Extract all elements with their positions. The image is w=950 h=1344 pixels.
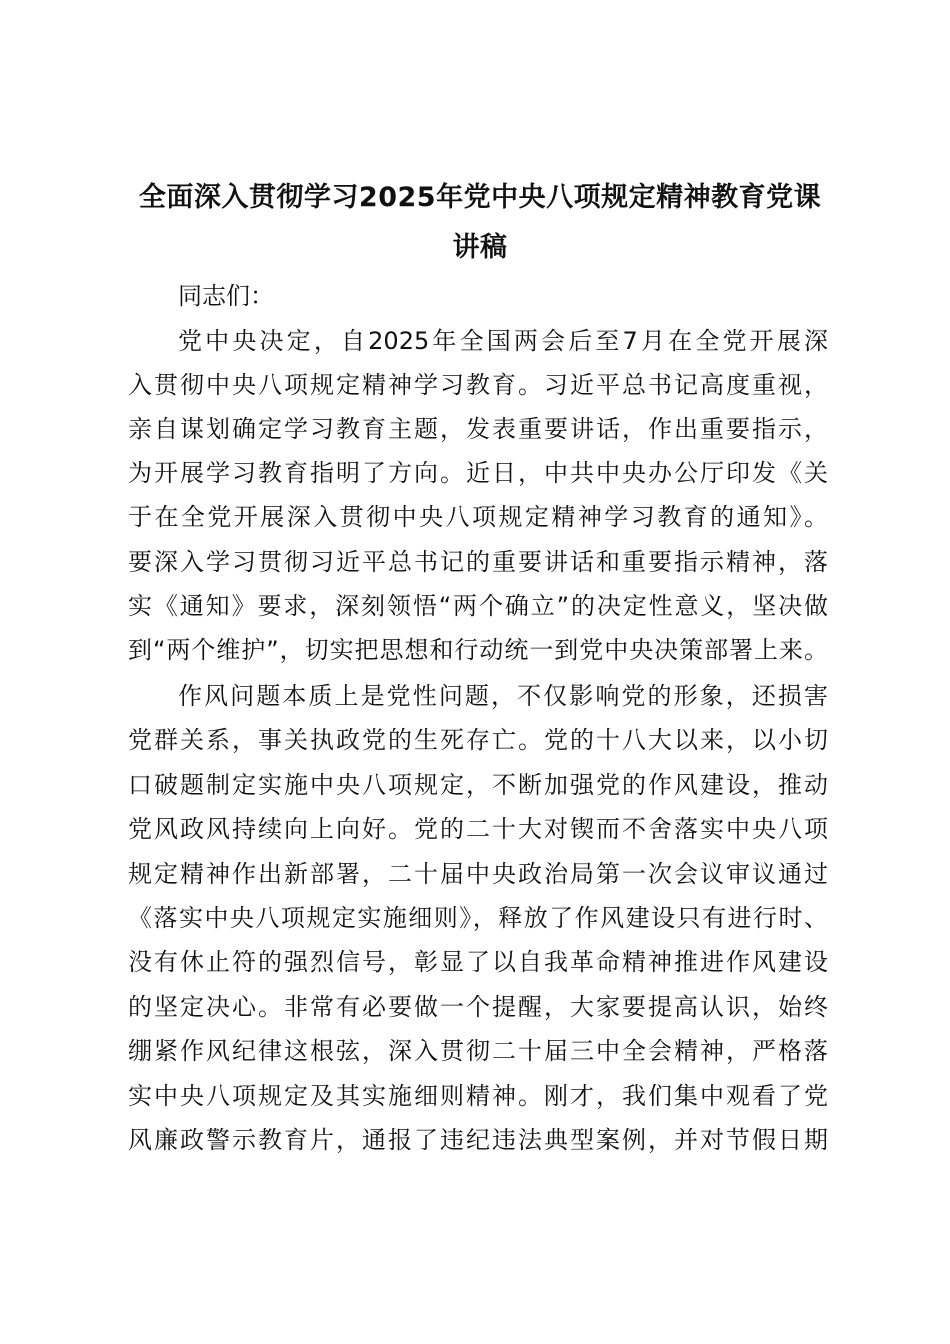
paragraph-1-line-4: 为开展学习教育指明了方向。近日，中共中央办公厅印发《关 (128, 459, 828, 487)
document-title-line-2: 讲稿 (452, 232, 508, 263)
paragraph-2-line-11: 风廉政警示教育片，通报了违纪违法典型案例，并对节假日期 (128, 1126, 828, 1154)
paragraph-2-line-10: 实中央八项规定及其实施细则精神。刚才，我们集中观看了党 (128, 1082, 828, 1110)
paragraph-2-line-4: 党风政风持续向上向好。党的二十大对锲而不舍落实中央八项 (128, 815, 828, 843)
paragraph-1-line-1: 党中央决定，自2025年全国两会后至7月在全党开展深 (178, 327, 828, 355)
paragraph-2-line-6: 《落实中央八项规定实施细则》，释放了作风建设只有进行时、 (128, 904, 828, 932)
paragraph-2-line-9: 绷紧作风纪律这根弦，深入贯彻二十届三中全会精神，严格落 (128, 1037, 828, 1065)
paragraph-1-line-6: 要深入学习贯彻习近平总书记的重要讲话和重要指示精神，落 (128, 548, 828, 576)
paragraph-1-line-3: 亲自谋划确定学习教育主题，发表重要讲话，作出重要指示， (128, 415, 828, 443)
paragraph-2-line-2: 党群关系，事关执政党的生死存亡。党的十八大以来，以小切 (128, 726, 828, 754)
paragraph-2-line-5: 规定精神作出新部署，二十届中央政治局第一次会议审议通过 (128, 860, 828, 888)
paragraph-2-line-8: 的坚定决心。非常有必要做一个提醒，大家要提高认识，始终 (128, 993, 828, 1021)
paragraph-2-line-3: 口破题制定实施中央八项规定，不断加强党的作风建设，推动 (128, 771, 828, 799)
paragraph-2-line-7: 没有休止符的强烈信号，彰显了以自我革命精神推进作风建设 (128, 948, 828, 976)
paragraph-1-line-8: 到“两个维护”，切实把思想和行动统一到党中央决策部署上来。 (128, 636, 828, 664)
document-title-line-1: 全面深入贯彻学习2025年党中央八项规定精神教育党课 (138, 182, 822, 213)
paragraph-1-line-5: 于在全党开展深入贯彻中央八项规定精神学习教育的通知》。 (128, 503, 828, 531)
salutation: 同志们： (178, 282, 274, 310)
paragraph-2-line-1: 作风问题本质上是党性问题，不仅影响党的形象，还损害 (178, 682, 828, 710)
paragraph-1-line-7: 实《通知》要求，深刻领悟“两个确立”的决定性意义，坚决做 (128, 592, 828, 620)
paragraph-1-line-2: 入贯彻中央八项规定精神学习教育。习近平总书记高度重视， (128, 371, 828, 399)
